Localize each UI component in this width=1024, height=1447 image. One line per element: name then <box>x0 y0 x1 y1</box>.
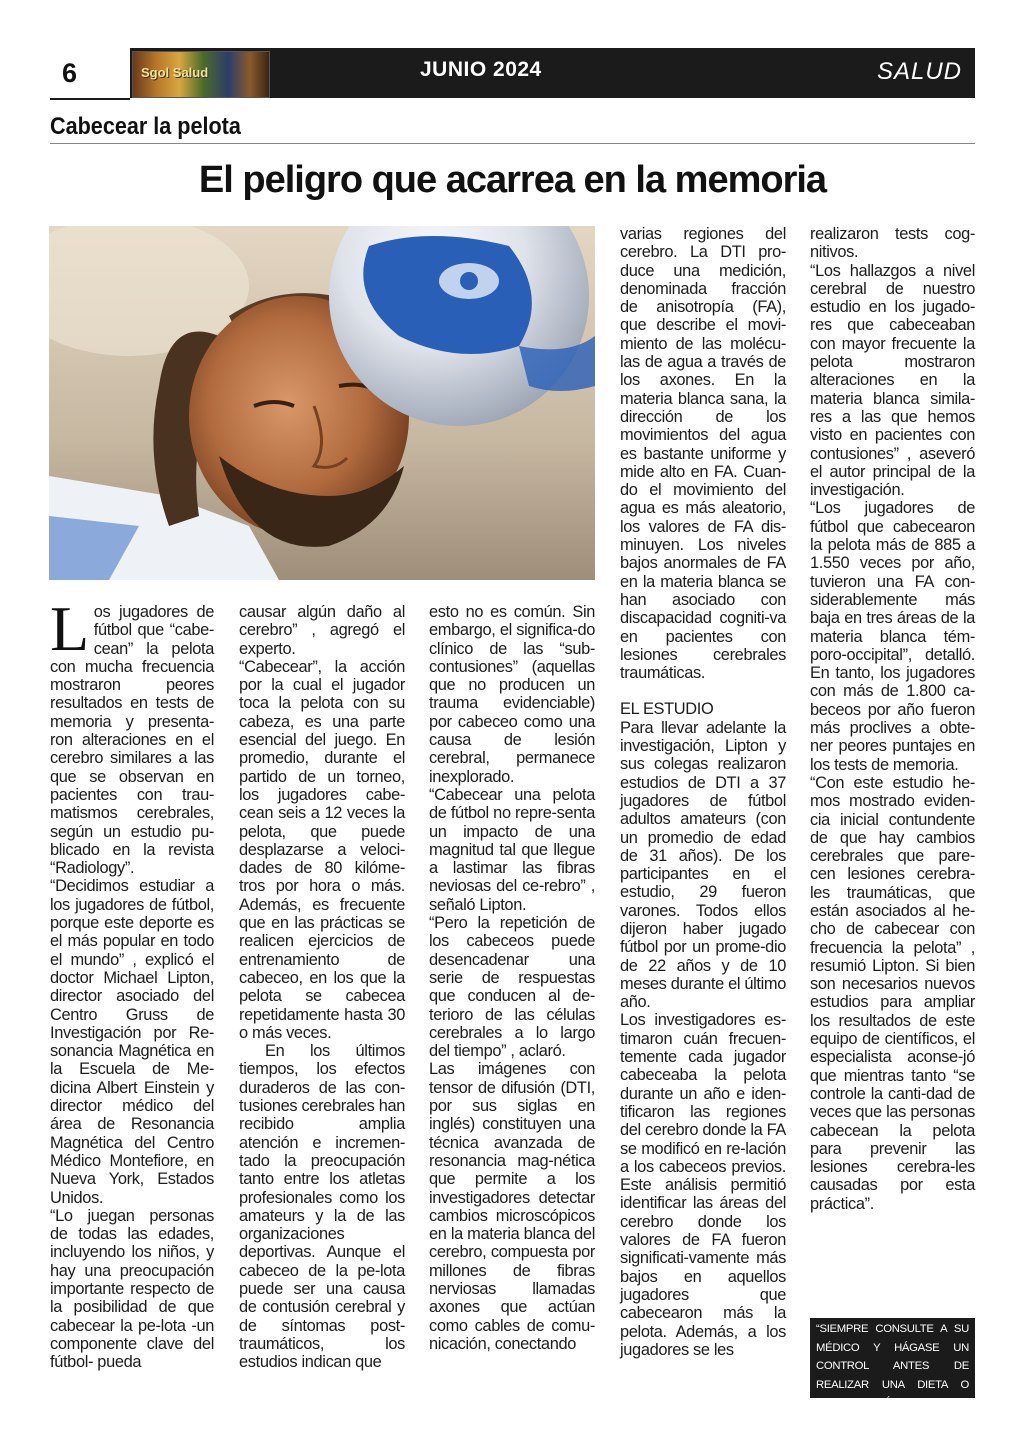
article-column-4 <box>620 225 786 1359</box>
section-subhead: EL ESTUDIO <box>620 700 714 719</box>
article-headline: El peligro que acarrea en la memoria <box>198 159 827 201</box>
paragraph: varias regiones del cerebro. La DTI pro-duce una medición, denominada fracción de anisotropía (FA), que describe el movi-miento de las molécu-las de agua a través de los axones. En la materia blanca sana, la dirección de los movimientos del agua es bastante uniforme y mide alto en FA. Cuan-do el movimiento del agua es más aleatorio, los valores de FA dis-minuyen. Los niveles bajos anormales de FA en la materia blanca se han asociado con discapacidad cogniti-va en pacientes con lesiones cerebrales traumáticas. <box>620 225 786 683</box>
publication-logo <box>132 51 270 98</box>
health-notice-box: “SIEMPRE CONSULTE A SU MÉDICO Y HÁGASE UN CONTROL ANTES DE REALIZAR UNA DIETA O ACTIVADAD FÍSICA” <box>810 1318 975 1398</box>
paragraph: “Decidimos estudiar a los jugadores de fútbol, porque este deporte es el más popular en todo el mundo” , explicó el doctor Michael Lipton, director asociado del Centro Gruss de Investigación por Re-sonancia Magnética en la Escuela de Me-dicina Albert Einstein y director médico del área de Resonancia Magnética del Centro Médico Montefiore, en Nueva York, Estados Unidos. <box>50 877 214 1207</box>
paragraph: “Los hallazgos a nivel cerebral de nuestro estudio en los jugado-res que cabeceaban con mayor frecuente la pelota mostraron alteraciones en la materia blanca simila-res a las que hemos visto en pacientes con contusiones” , aseveró el autor principal de la investigación. <box>810 261 975 500</box>
paragraph: “Cabecear”, la acción por la cual el jugador toca la pelota con su cabeza, es una parte esencial del juego. En promedio, durante el partido de un torneo, los jugadores cabe-cean seis a 12 veces la pelota, que puede desplazarse a veloci-dades de 80 kilóme-tros por hora o más. Además, es frecuente que en las prácticas se realicen ejercicios de entrenamiento de cabeceo, en los que la pelota se cabecea repetidamente hasta 30 o más veces. <box>239 657 405 1042</box>
paragraph: “Con este estudio he-mos mostrado eviden-cia inicial contundente de que hay cambios cerebrales que pare-cen lesiones cerebra-les traumáticas, que están asociados al he-cho de cabecear con frecuencia la pelota” , resumió Lipton. Si bien son necesarios nuevos estudios para ampliar los resultados de este equipo de científicos, el especialista aconse-jó que mientras tanto “se controle la canti-dad de veces que las personas cabecean la pelota para prevenir las lesiones cerebra-les causadas por esta práctica”. <box>810 773 975 1213</box>
article-column-2 <box>239 603 405 1371</box>
kicker-divider <box>50 143 975 144</box>
section-label: SALUD <box>876 58 962 85</box>
paragraph: En los últimos tiempos, los efectos duraderos de las con-tusiones cerebrales han recibido amplia atención e incremen-tado la preocupación tanto entre los atletas profesionales como los amateurs y la de las organizaciones deportivas. Aunque el cabeceo de la pe-lota puede ser una causa de contusión cerebral y de síntomas post-traumáticos, los estudios indican que <box>239 1042 405 1372</box>
article-column-3 <box>429 603 595 1353</box>
paragraph: “Pero la repetición de los cabeceos puede desencadenar una serie de respuestas que conducen al de-terioro de las células cerebrales a lo largo del tiempo” , aclaró. <box>429 914 595 1061</box>
issue-date: JUNIO 2024 <box>420 58 542 81</box>
article-column-5 <box>810 225 975 1213</box>
paragraph: esto no es común. Sin embargo, el significa-do clínico de las “sub-contusiones” (aquellas que no producen un trauma evidenciable) por cabeceo como una causa de lesión cerebral, permanece inexplorado. <box>429 603 595 786</box>
page-number: 6 <box>62 58 78 88</box>
logo-text: Sgol Salud <box>141 65 209 80</box>
drop-cap: L <box>50 593 89 664</box>
paragraph: “Cabecear una pelota de fútbol no repre-senta un impacto de una magnitud tal que llegue a lastimar las fibras neviosas del ce-rebro” , señaló Lipton. <box>429 785 595 914</box>
paragraph: causar algún daño al cerebro” , agregó el experto. <box>239 603 405 658</box>
article-column-1 <box>50 593 214 1372</box>
paragraph: os jugadores de fútbol que “cabe-cean” la pelota con mucha frecuencia mostraron peores resultados en tests de memoria y presenta-ron alteraciones en el cerebro similares a las que se observan en pacientes con trau-matismos cerebrales, según un estudio pu-blicado en la revista “Radiology”. <box>50 603 214 878</box>
article-kicker: Cabecear la pelota <box>50 113 241 140</box>
paragraph: Las imágenes con tensor de difusión (DTI, por sus siglas en inglés) constituyen una técnica avanzada de resonancia mag-nética que permite a los investigadores detectar cambios microscópicos en la materia blanca del cerebro, compuesta por millones de fibras nerviosas llamadas axones que actúan como cables de comu-nicación, conectando <box>429 1060 595 1353</box>
paragraph: Los investigadores es-timaron cuán frecuen-temente cada jugador cabeceaba la pelota durante un año e iden-tificaron las regiones del cerebro donde la FA se modificó en re-lación a los cabeceos previos. Este análisis permitió identificar las áreas del cerebro donde los valores de FA fueron significati-vamente más bajos en aquellos jugadores que cabecearon más la pelota. Además, a los jugadores se les <box>620 1011 786 1359</box>
paragraph: “Lo juegan personas de todas las edades, incluyendo los niños, y hay una preocupación importante respecto de la posibilidad de que cabecear la pe-lota -un componente clave del fútbol- pueda <box>50 1206 214 1372</box>
article-photo <box>49 226 595 580</box>
paragraph: Para llevar adelante la investigación, Lipton y sus colegas realizaron estudios de DTI a 37 jugadores de fútbol adultos amateurs (con un promedio de edad de 31 años). De los participantes en el estudio, 29 fueron varones. Todos ellos dijeron haber jugado fútbol por un prome-dio de 22 años y de 10 meses durante el último año. <box>620 718 786 1012</box>
paragraph: realizaron tests cog-nitivos. <box>810 225 975 262</box>
paragraph: “Los jugadores de fútbol que cabecearon la pelota más de 885 a 1.550 veces por año, tuvieron una FA con-siderablemente más baja en tres áreas de la materia blanca tém-poro-occipital”, detalló. En tanto, los jugadores con más de 1.800 ca-beceos por año fueron más proclives a obte-ner peores puntajes en los tests de memoria. <box>810 499 975 774</box>
